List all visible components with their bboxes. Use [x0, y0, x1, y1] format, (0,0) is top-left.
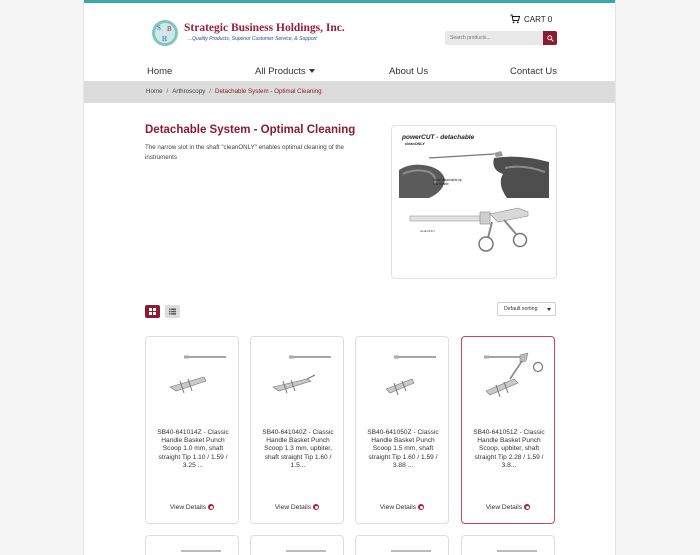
arrow-circle-icon — [208, 504, 214, 510]
product-title[interactable]: SB40-641050Z - Classic Handle Basket Punch Scoop 1.5 mm, shaft straight Tip 1.60 / 1.59 / 3.88 ... — [367, 429, 439, 469]
site-logo[interactable] — [150, 18, 345, 48]
nav-home[interactable]: Home — [147, 66, 173, 77]
breadcrumb — [146, 88, 322, 95]
nav-all-products[interactable] — [255, 66, 315, 77]
product-image — [158, 351, 228, 399]
product-card[interactable] — [250, 336, 344, 524]
product-image — [497, 550, 537, 552]
category-image-note: Insert detachable tip and handle — [433, 178, 462, 186]
shopping-cart-icon — [510, 14, 520, 24]
search-icon — [547, 35, 554, 42]
breadcrumb-home[interactable]: Home — [146, 88, 163, 95]
page-title: Detachable System - Optimal Cleaning — [145, 124, 356, 136]
view-details-link[interactable] — [356, 504, 448, 511]
product-card[interactable] — [145, 535, 239, 555]
product-image — [263, 351, 333, 399]
category-image-title: powerCUT - detachable — [402, 134, 475, 141]
grid-view-button[interactable] — [145, 305, 160, 318]
product-image — [286, 550, 326, 552]
view-details-label: View Details — [485, 504, 523, 511]
product-title[interactable]: SB40-641051Z - Classic Handle Basket Punch Scoop, upbiter, shaft straight Tip 2.28 / 1.59 / 3.8... — [473, 429, 545, 469]
nav-contact[interactable]: Contact Us — [510, 66, 557, 77]
top-accent-bar — [84, 0, 615, 3]
svg-text:H: H — [162, 35, 168, 43]
cart-label: CART 0 — [524, 14, 553, 24]
nav-about[interactable]: About Us — [389, 66, 429, 77]
breadcrumb-category[interactable]: Arthroscopy — [172, 88, 206, 95]
product-card[interactable] — [355, 336, 449, 524]
product-card[interactable] — [355, 535, 449, 555]
logo-emblem-icon — [150, 18, 180, 48]
product-card[interactable] — [461, 535, 555, 555]
product-card[interactable] — [145, 336, 239, 524]
page-container — [83, 0, 616, 555]
svg-text:B: B — [167, 25, 172, 33]
product-image — [474, 351, 544, 399]
product-card[interactable] — [461, 336, 555, 524]
view-details-link[interactable] — [462, 504, 554, 511]
chevron-down-icon — [547, 308, 551, 311]
arrow-circle-icon — [313, 504, 319, 510]
product-card[interactable] — [250, 535, 344, 555]
chevron-down-icon — [309, 69, 315, 73]
list-icon — [169, 308, 176, 315]
category-image-drawing-label: cleanONLY — [420, 229, 436, 233]
sort-select[interactable] — [497, 302, 556, 316]
view-details-label: View Details — [169, 504, 207, 511]
view-details-label: View Details — [379, 504, 417, 511]
product-image — [368, 351, 438, 399]
brand-tagline: ...Quality Products, Superior Customer Service, & Support — [188, 36, 317, 42]
nav-all-products-label: All Products — [255, 66, 306, 77]
breadcrumb-current: Detachable System - Optimal Cleaning — [215, 88, 322, 95]
svg-text:S: S — [157, 24, 161, 32]
breadcrumb-separator: / — [209, 88, 211, 95]
search-input[interactable] — [445, 31, 543, 45]
main-nav — [84, 62, 615, 82]
product-image — [391, 550, 431, 552]
product-image — [181, 550, 221, 552]
view-details-label: View Details — [274, 504, 312, 511]
product-title[interactable]: SB40-641014Z - Classic Handle Basket Punch Scoop 1.0 mm, shaft straight Tip 1.10 / 1.59 / 3.25 ... — [157, 429, 229, 469]
category-image-subtitle: cleanONLY — [405, 142, 425, 146]
breadcrumb-separator: / — [166, 88, 169, 95]
arrow-circle-icon — [418, 504, 424, 510]
cart-link[interactable] — [510, 14, 552, 24]
view-details-link[interactable] — [146, 504, 238, 511]
search-bar — [445, 31, 557, 45]
arrow-circle-icon — [524, 504, 530, 510]
instrument-photo — [399, 148, 549, 198]
view-details-link[interactable] — [251, 504, 343, 511]
category-description: The narrow slot in the shaft "cleanONLY" enables optimal cleaning of the instruments — [145, 144, 344, 161]
breadcrumb-bar — [84, 81, 615, 103]
category-image — [391, 125, 557, 279]
search-button[interactable] — [543, 31, 557, 45]
grid-icon — [149, 308, 156, 315]
list-view-button[interactable] — [165, 305, 180, 318]
brand-name: Strategic Business Holdings, Inc. — [184, 22, 345, 34]
sort-selected-value: Default sorting — [504, 306, 538, 312]
product-title[interactable]: SB40-641040Z - Classic Handle Basket Punch Scoop 1.3 mm, upbiter, shaft straight Tip 1.60 / 1.5... — [262, 429, 334, 469]
